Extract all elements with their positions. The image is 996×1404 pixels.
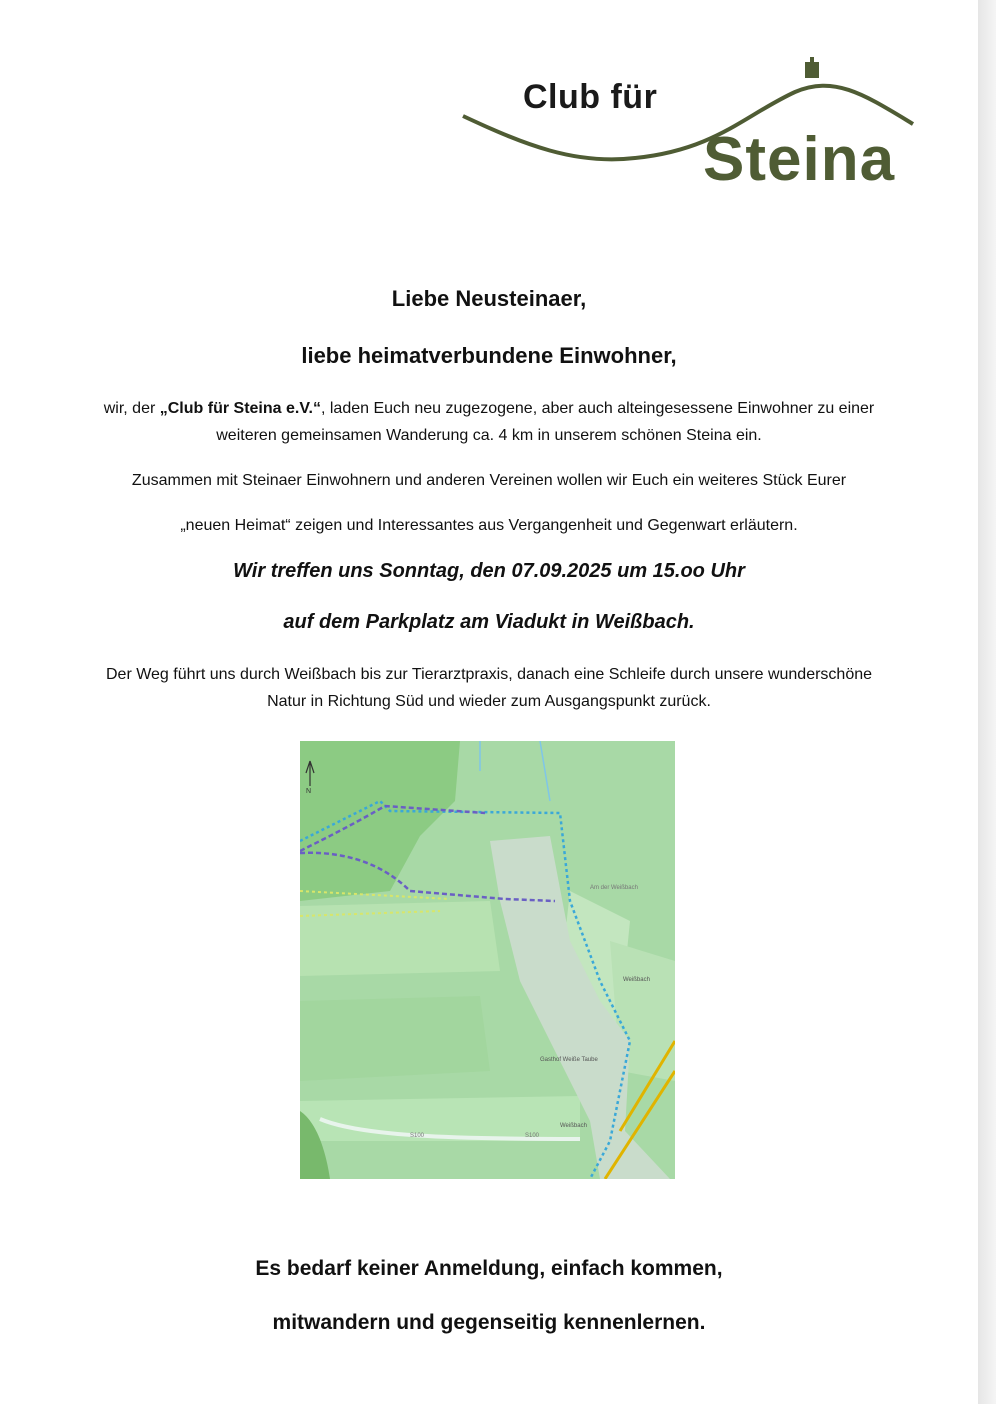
map-north-label: N bbox=[306, 788, 312, 795]
page-edge-shadow bbox=[978, 0, 996, 1404]
map-label-s100-2: S100 bbox=[525, 1133, 540, 1139]
route-map bbox=[300, 741, 675, 1179]
greeting-line-2: liebe heimatverbundene Einwohner, bbox=[301, 343, 677, 368]
intro-suffix: , laden Euch neu zugezogene, aber auch alteingesessene Einwohner zu einer bbox=[320, 400, 875, 417]
map-label-gasthof: Gasthof Weiße Taube bbox=[540, 1057, 598, 1063]
meeting-line-2: auf dem Parkplatz am Viadukt in Weißbach. bbox=[283, 611, 695, 633]
route-line-2: Natur in Richtung Süd und wieder zum Ausgangspunkt zurück. bbox=[267, 693, 711, 710]
intro-line-2: weiteren gemeinsamen Wanderung ca. 4 km in unserem schönen Steina ein. bbox=[216, 427, 762, 444]
map-label-street: Am der Weißbach bbox=[590, 885, 638, 891]
greeting-line-1: Liebe Neusteinaer, bbox=[391, 286, 587, 311]
meeting-line-1: Wir treffen uns Sonntag, den 07.09.2025 um 15.oo Uhr bbox=[233, 560, 745, 582]
intro-line-1 bbox=[0, 395, 978, 422]
paragraph2-line-1: Zusammen mit Steinaer Einwohnern und anderen Vereinen wollen wir Euch ein weiteres Stück Eurer bbox=[131, 472, 847, 489]
paragraph2-line-2: „neuen Heimat“ zeigen und Interessantes aus Vergangenheit und Gegenwart erläutern. bbox=[180, 517, 798, 534]
footer-line-1: Es bedarf keiner Anmeldung, einfach kommen, bbox=[255, 1257, 723, 1280]
route-map-graphic bbox=[300, 741, 675, 1179]
club-logo bbox=[455, 50, 925, 200]
logo-text-club: Club für bbox=[523, 78, 658, 116]
intro-club-name: „Club für Steina e.V.“ bbox=[159, 400, 321, 417]
map-label-weissbach-2: Weißbach bbox=[560, 1123, 587, 1129]
route-line-1: Der Weg führt uns durch Weißbach bis zur Tierarztpraxis, danach eine Schleife durch unsere wunderschöne bbox=[105, 666, 873, 683]
intro-prefix: wir, der bbox=[103, 400, 160, 417]
footer-line-2: mitwandern und gegenseitig kennenlernen. bbox=[272, 1311, 706, 1334]
map-label-s100-1: S100 bbox=[410, 1133, 425, 1139]
map-label-weissbach-1: Weißbach bbox=[623, 977, 650, 983]
logo-text-steina: Steina bbox=[703, 125, 896, 194]
